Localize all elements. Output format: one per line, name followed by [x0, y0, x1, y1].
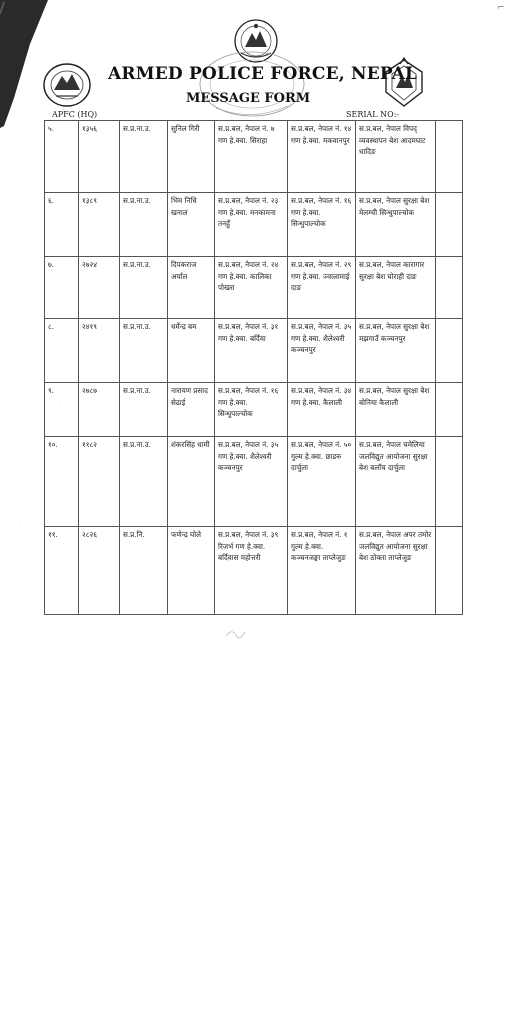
table-row	[45, 257, 463, 319]
cell-post: स.प्र.बल, नेपाल कारागार सुरक्षा बेश घोराही दाङ	[356, 257, 436, 319]
cell-to: स.प्र.बल, नेपाल नं. १४ गण हे.क्वा. मकवानपुर	[288, 121, 356, 193]
cell-name: भिम निधि खनाल	[168, 193, 215, 257]
form-subtitle: MESSAGE FORM	[186, 91, 311, 106]
cell-remarks	[436, 319, 463, 383]
cell-num: २७८७	[79, 383, 120, 437]
table-row	[45, 121, 463, 193]
cell-to: स.प्र.बल, नेपाल नं. ३४ गण हे.क्वा. कैलाली	[288, 383, 356, 437]
transfer-table	[44, 120, 463, 615]
serial-label: SERIAL NO:-	[346, 110, 400, 119]
cell-sn: ९.	[45, 383, 79, 437]
cell-num: २४१९	[79, 319, 120, 383]
cell-post: स.प्र.बल, नेपाल सुरक्षा बेश बोनिया कैलाली	[356, 383, 436, 437]
apf-emblem-left-icon	[42, 62, 92, 108]
cell-remarks	[436, 527, 463, 615]
cell-rank: स.प्र.ना.उ.	[120, 257, 168, 319]
stray-mark: ·	[60, 400, 62, 406]
cell-sn: १०.	[45, 437, 79, 527]
cell-remarks	[436, 193, 463, 257]
stamp-icon	[196, 48, 308, 120]
cell-post: स.प्र.बल, नेपाल सुरक्षा बेश मेलम्ची सिन्धुपाल्चोक	[356, 193, 436, 257]
cell-post: स.प्र.बल, नेपाल अपर तमोर जलविद्युत आयोजना सुरक्षा बेश ठोक्ता ताप्लेजुङ	[356, 527, 436, 615]
cell-from: स.प्र.बल, नेपाल नं. ७ गण हे.क्वा. सिराहा	[215, 121, 288, 193]
cell-name: शंकरसिंह धामी	[168, 437, 215, 527]
cell-num: १३८९	[79, 193, 120, 257]
cell-remarks	[436, 257, 463, 319]
cell-sn: ६.	[45, 193, 79, 257]
cell-num: २८२६	[79, 527, 120, 615]
cell-sn: ११.	[45, 527, 79, 615]
cell-num: १३५६	[79, 121, 120, 193]
cell-to: स.प्र.बल, नेपाल नं. ३५ गण हे.क्वा. शैलेश्वरी कञ्चनपुर	[288, 319, 356, 383]
office-code: APFC (HQ)	[52, 110, 98, 119]
cell-num: ११८२	[79, 437, 120, 527]
cell-from: स.प्र.बल, नेपाल नं. १६ गण हे.क्वा. सिन्धुपाल्चोक	[215, 383, 288, 437]
cell-to: स.प्र.बल, नेपाल नं. १ गुल्म हे.क्वा. कञ्चनजङ्घा ताप्लेजुङ	[288, 527, 356, 615]
cell-to: स.प्र.बल, नेपाल नं. ५० गुल्म हे.क्वा. छाङरु दार्चुला	[288, 437, 356, 527]
cell-name: नारायण प्रसाद सेढाई	[168, 383, 215, 437]
cell-from: स.प्र.बल, नेपाल नं. २४ गण हे.क्वा. कालिका पोखरा	[215, 257, 288, 319]
page-title: ARMED POLICE FORCE, NEPAL	[108, 64, 418, 84]
cell-from: स.प्र.बल, नेपाल नं. ३५ गण हे.क्वा. शैलेश्वरी कञ्चनपुर	[215, 437, 288, 527]
cell-sn: ५.	[45, 121, 79, 193]
corner-mark: ⌐	[497, 3, 505, 13]
table-row	[45, 193, 463, 257]
cell-to: स.प्र.बल, नेपाल नं. २९ गण हे.क्वा. ज्वालामाई दाङ	[288, 257, 356, 319]
table-row	[45, 527, 463, 615]
cell-rank: स.प्र.ना.उ.	[120, 437, 168, 527]
pen-scribble-icon	[224, 626, 248, 644]
cell-remarks	[436, 383, 463, 437]
cell-num: २७२४	[79, 257, 120, 319]
cell-sn: ७.	[45, 257, 79, 319]
stray-mark: ·	[20, 520, 22, 526]
cell-post: स.प्र.बल, नेपाल चमेलिया जलविद्युत आयोजना सुरक्षा बेश बलाँच दार्चुला	[356, 437, 436, 527]
cell-rank: स.प्र.ना.उ.	[120, 319, 168, 383]
cell-rank: स.प्र.नि.	[120, 527, 168, 615]
cell-name: सुनिल गिरी	[168, 121, 215, 193]
cell-rank: स.प्र.ना.उ.	[120, 193, 168, 257]
table-row	[45, 383, 463, 437]
table-row	[45, 319, 463, 383]
cell-sn: ८.	[45, 319, 79, 383]
cell-to: स.प्र.बल, नेपाल नं. १६ गण हे.क्वा. सिन्धुपाल्चोक	[288, 193, 356, 257]
cell-name: फणेन्द्र घोले	[168, 527, 215, 615]
cell-post: स.प्र.बल, नेपाल सुरक्षा बेश मझगाउँ कञ्चनपुर	[356, 319, 436, 383]
cell-from: स.प्र.बल, नेपाल नं. ३१ गण हे.क्वा. बर्दिया	[215, 319, 288, 383]
table-row	[45, 437, 463, 527]
cell-from: स.प्र.बल, नेपाल नं. ३९ रिजर्भ गण हे.क्वा. बर्दिवास महोत्तरी	[215, 527, 288, 615]
cell-rank: स.प्र.ना.उ.	[120, 121, 168, 193]
cell-remarks	[436, 437, 463, 527]
cell-post: स.प्र.बल, नेपाल विपद् व्यवस्थापन बेश आदमघाट धादिङ	[356, 121, 436, 193]
cell-from: स.प्र.बल, नेपाल नं. २३ गण हे.क्वा. मनकामना तनहुँ	[215, 193, 288, 257]
cell-name: धर्मेन्द्र बम	[168, 319, 215, 383]
cell-rank: स.प्र.ना.उ.	[120, 383, 168, 437]
cell-remarks	[436, 121, 463, 193]
cell-name: दिपकराज अर्याल	[168, 257, 215, 319]
